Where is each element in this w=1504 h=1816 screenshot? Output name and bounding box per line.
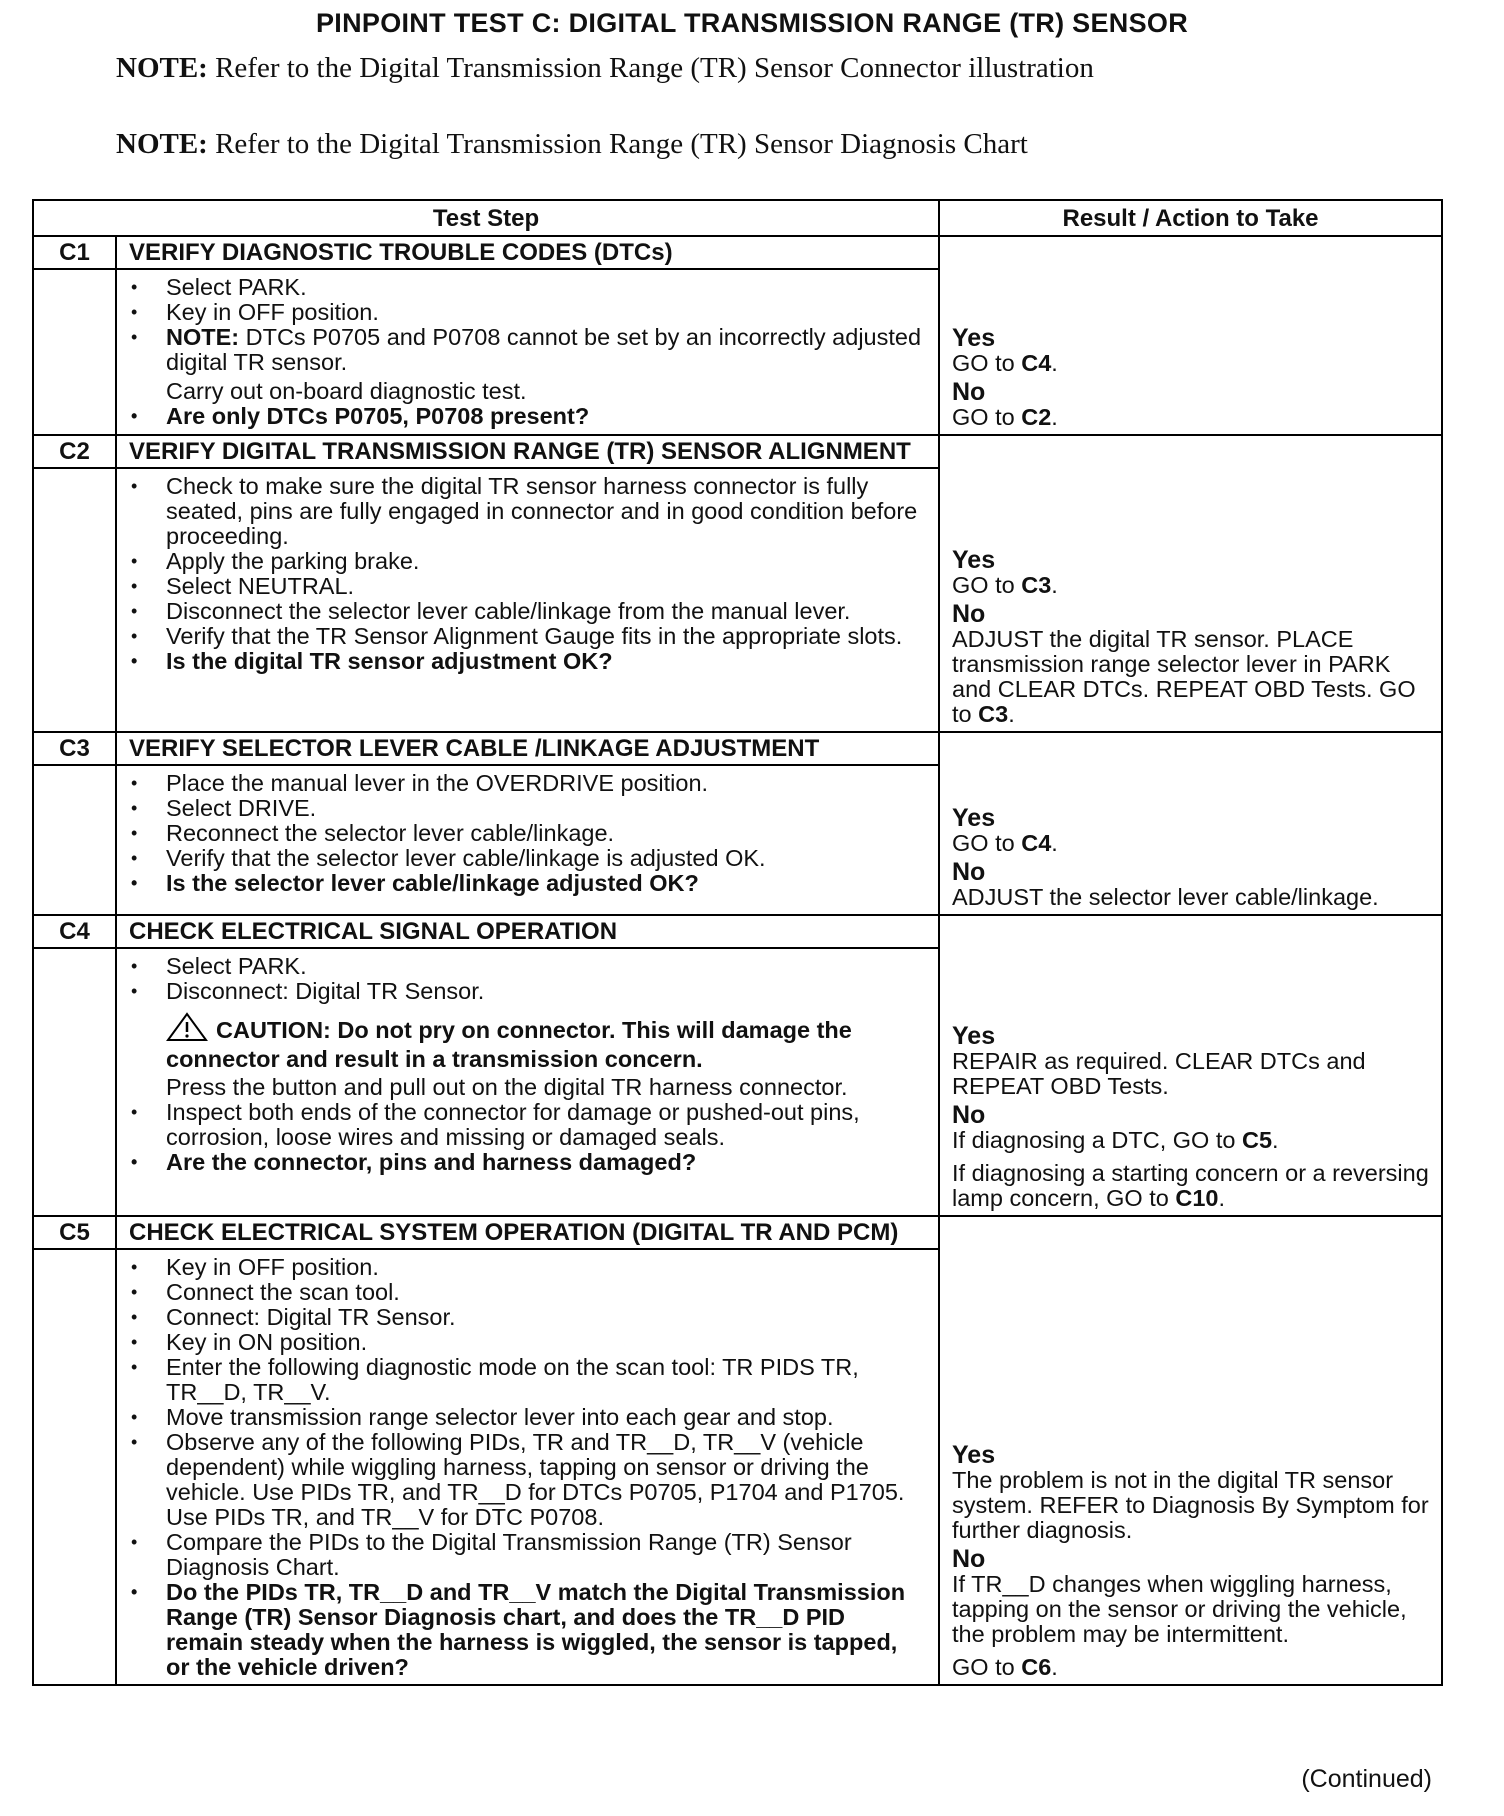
yes-action: GO to C4. [952, 350, 1058, 376]
yes-label: Yes [952, 804, 996, 832]
list-item-question: • Is the selector lever cable/linkage adjusted OK? [129, 871, 926, 896]
no-action: GO to C2. [952, 404, 1058, 430]
note-label: NOTE: [116, 128, 208, 160]
caution-text: CAUTION: Do not pry on connector. This will damage the connector and result in a transmission concern. [166, 1017, 852, 1072]
step-title: CHECK ELECTRICAL SYSTEM OPERATION (DIGITAL TR AND PCM) [116, 1216, 939, 1249]
list-item: • Verify that the TR Sensor Alignment Gauge fits in the appropriate slots. [129, 624, 926, 649]
list-item: • Reconnect the selector lever cable/linkage. [129, 821, 926, 846]
list-item: • Select NEUTRAL. [129, 574, 926, 599]
step-id: C4 [33, 915, 116, 948]
table-header-row [33, 200, 1442, 236]
list-item: • Key in ON position. [129, 1330, 926, 1355]
step-c4-result [939, 915, 1442, 1216]
step-id: C5 [33, 1216, 116, 1249]
step-id-blank [33, 269, 116, 435]
list-item: • Select PARK. [129, 275, 926, 300]
continued-label: (Continued) [1301, 1765, 1432, 1793]
yes-action: The problem is not in the digital TR sensor system. REFER to Diagnosis By Symptom for further diagnosis. [952, 1467, 1429, 1543]
no-action-alt: If diagnosing a starting concern or a reversing lamp concern, GO to C10. [952, 1160, 1429, 1211]
step-title: VERIFY DIAGNOSTIC TROUBLE CODES (DTCs) [116, 236, 939, 269]
step-c3-title-row [33, 732, 1442, 765]
page-title: PINPOINT TEST C: DIGITAL TRANSMISSION RANGE (TR) SENSOR [315, 8, 1189, 38]
pinpoint-test-table [32, 199, 1443, 1686]
list-item: • Apply the parking brake. [129, 549, 926, 574]
no-label: No [952, 858, 986, 886]
no-action: If TR__D changes when wiggling harness, tapping on the sensor or driving the vehicle, the problem may be intermittent. [952, 1571, 1407, 1647]
note-label: NOTE: [116, 52, 208, 84]
yes-label: Yes [952, 1441, 996, 1469]
no-action: ADJUST the digital TR sensor. PLACE transmission range selector lever in PARK and CLEAR DTCs. REPEAT OBD Tests. GO to C3. [952, 626, 1416, 727]
step-c2-title-row [33, 435, 1442, 468]
step-c3-result [939, 732, 1442, 915]
step-body [116, 765, 939, 915]
note-text: Refer to the Digital Transmission Range (TR) Sensor Diagnosis Chart [215, 128, 1028, 160]
step-c4-title-row [33, 915, 1442, 948]
no-action: If diagnosing a DTC, GO to C5. [952, 1127, 1279, 1153]
no-label: No [952, 1545, 986, 1573]
list-item: • Compare the PIDs to the Digital Transmission Range (TR) Sensor Diagnosis Chart. [129, 1530, 926, 1580]
list-item: • NOTE: DTCs P0705 and P0708 cannot be set by an incorrectly adjusted digital TR sensor. [129, 325, 926, 375]
list-item: • Key in OFF position. [129, 1255, 926, 1280]
list-item: • Move transmission range selector lever into each gear and stop. [129, 1405, 926, 1430]
list-item: Carry out on-board diagnostic test. [166, 378, 527, 404]
step-id-blank [33, 765, 116, 915]
list-item: • Place the manual lever in the OVERDRIVE position. [129, 771, 926, 796]
yes-label: Yes [952, 1022, 996, 1050]
list-item-question: • Do the PIDs TR, TR__D and TR__V match the Digital Transmission Range (TR) Sensor Diagnosis chart, and does the TR__D PID remain steady when the harness is wiggled, the sensor is tapped, or the vehicle driven? [129, 1580, 926, 1680]
yes-label: Yes [952, 546, 996, 574]
yes-action: REPAIR as required. CLEAR DTCs and REPEAT OBD Tests. [952, 1048, 1366, 1099]
list-item: • Enter the following diagnostic mode on the scan tool: TR PIDS TR, TR__D, TR__V. [129, 1355, 926, 1405]
list-item: • Inspect both ends of the connector for damage or pushed-out pins, corrosion, loose wires and missing or damaged seals. [129, 1100, 926, 1150]
step-id-blank [33, 1249, 116, 1685]
no-action: ADJUST the selector lever cable/linkage. [952, 884, 1379, 910]
step-title: VERIFY SELECTOR LEVER CABLE /LINKAGE ADJUSTMENT [116, 732, 939, 765]
no-label: No [952, 600, 986, 628]
yes-label: Yes [952, 324, 996, 352]
yes-action: GO to C3. [952, 572, 1058, 598]
note-text: Refer to the Digital Transmission Range (TR) Sensor Connector illustration [215, 52, 1094, 84]
list-item-question: • Are the connector, pins and harness damaged? [129, 1150, 926, 1175]
step-id: C1 [33, 236, 116, 269]
yes-action: GO to C4. [952, 830, 1058, 856]
list-item: • Select PARK. [129, 954, 926, 979]
note-connector [116, 52, 1094, 85]
step-c5-result [939, 1216, 1442, 1685]
list-item: • Verify that the selector lever cable/linkage is adjusted OK. [129, 846, 926, 871]
step-body [116, 1249, 939, 1685]
list-item: • Check to make sure the digital TR sensor harness connector is fully seated, pins are fully engaged in connector and in good condition before proceeding. [129, 474, 926, 549]
header-result-action: Result / Action to Take [939, 200, 1442, 236]
header-test-step: Test Step [33, 200, 939, 236]
list-item: • Connect the scan tool. [129, 1280, 926, 1305]
step-id-blank [33, 948, 116, 1216]
list-item: • Observe any of the following PIDs, TR and TR__D, TR__V (vehicle dependent) while wiggling harness, tapping on sensor or driving the vehicle. Use PIDs TR, and TR__D for DTCs P0705, P1704 and P1705. Use PIDs TR, and TR__V for DTC P0708. [129, 1430, 926, 1530]
note-diagnosis-chart [116, 128, 1028, 161]
list-item: • Key in OFF position. [129, 300, 926, 325]
list-item-question: • Are only DTCs P0705, P0708 present? [129, 404, 926, 429]
list-item: Press the button and pull out on the digital TR harness connector. [166, 1074, 848, 1100]
list-item: • Connect: Digital TR Sensor. [129, 1305, 926, 1330]
list-item: • Disconnect the selector lever cable/linkage from the manual lever. [129, 599, 926, 624]
list-item: • Disconnect: Digital TR Sensor. [129, 979, 926, 1004]
no-action-goto: GO to C6. [952, 1654, 1058, 1680]
list-item-question: • Is the digital TR sensor adjustment OK? [129, 649, 926, 674]
step-c1-result [939, 236, 1442, 435]
step-body [116, 948, 939, 1216]
step-body [116, 468, 939, 732]
step-c1-title-row [33, 236, 1442, 269]
step-body [116, 269, 939, 435]
step-title: CHECK ELECTRICAL SIGNAL OPERATION [116, 915, 939, 948]
no-label: No [952, 378, 986, 406]
warning-triangle-icon [166, 1012, 208, 1047]
list-item: • Select DRIVE. [129, 796, 926, 821]
step-c5-title-row [33, 1216, 1442, 1249]
step-id-blank [33, 468, 116, 732]
step-title: VERIFY DIGITAL TRANSMISSION RANGE (TR) SENSOR ALIGNMENT [116, 435, 939, 468]
no-label: No [952, 1101, 986, 1129]
step-id: C3 [33, 732, 116, 765]
caution-block [129, 1012, 926, 1072]
step-id: C2 [33, 435, 116, 468]
step-c2-result [939, 435, 1442, 732]
